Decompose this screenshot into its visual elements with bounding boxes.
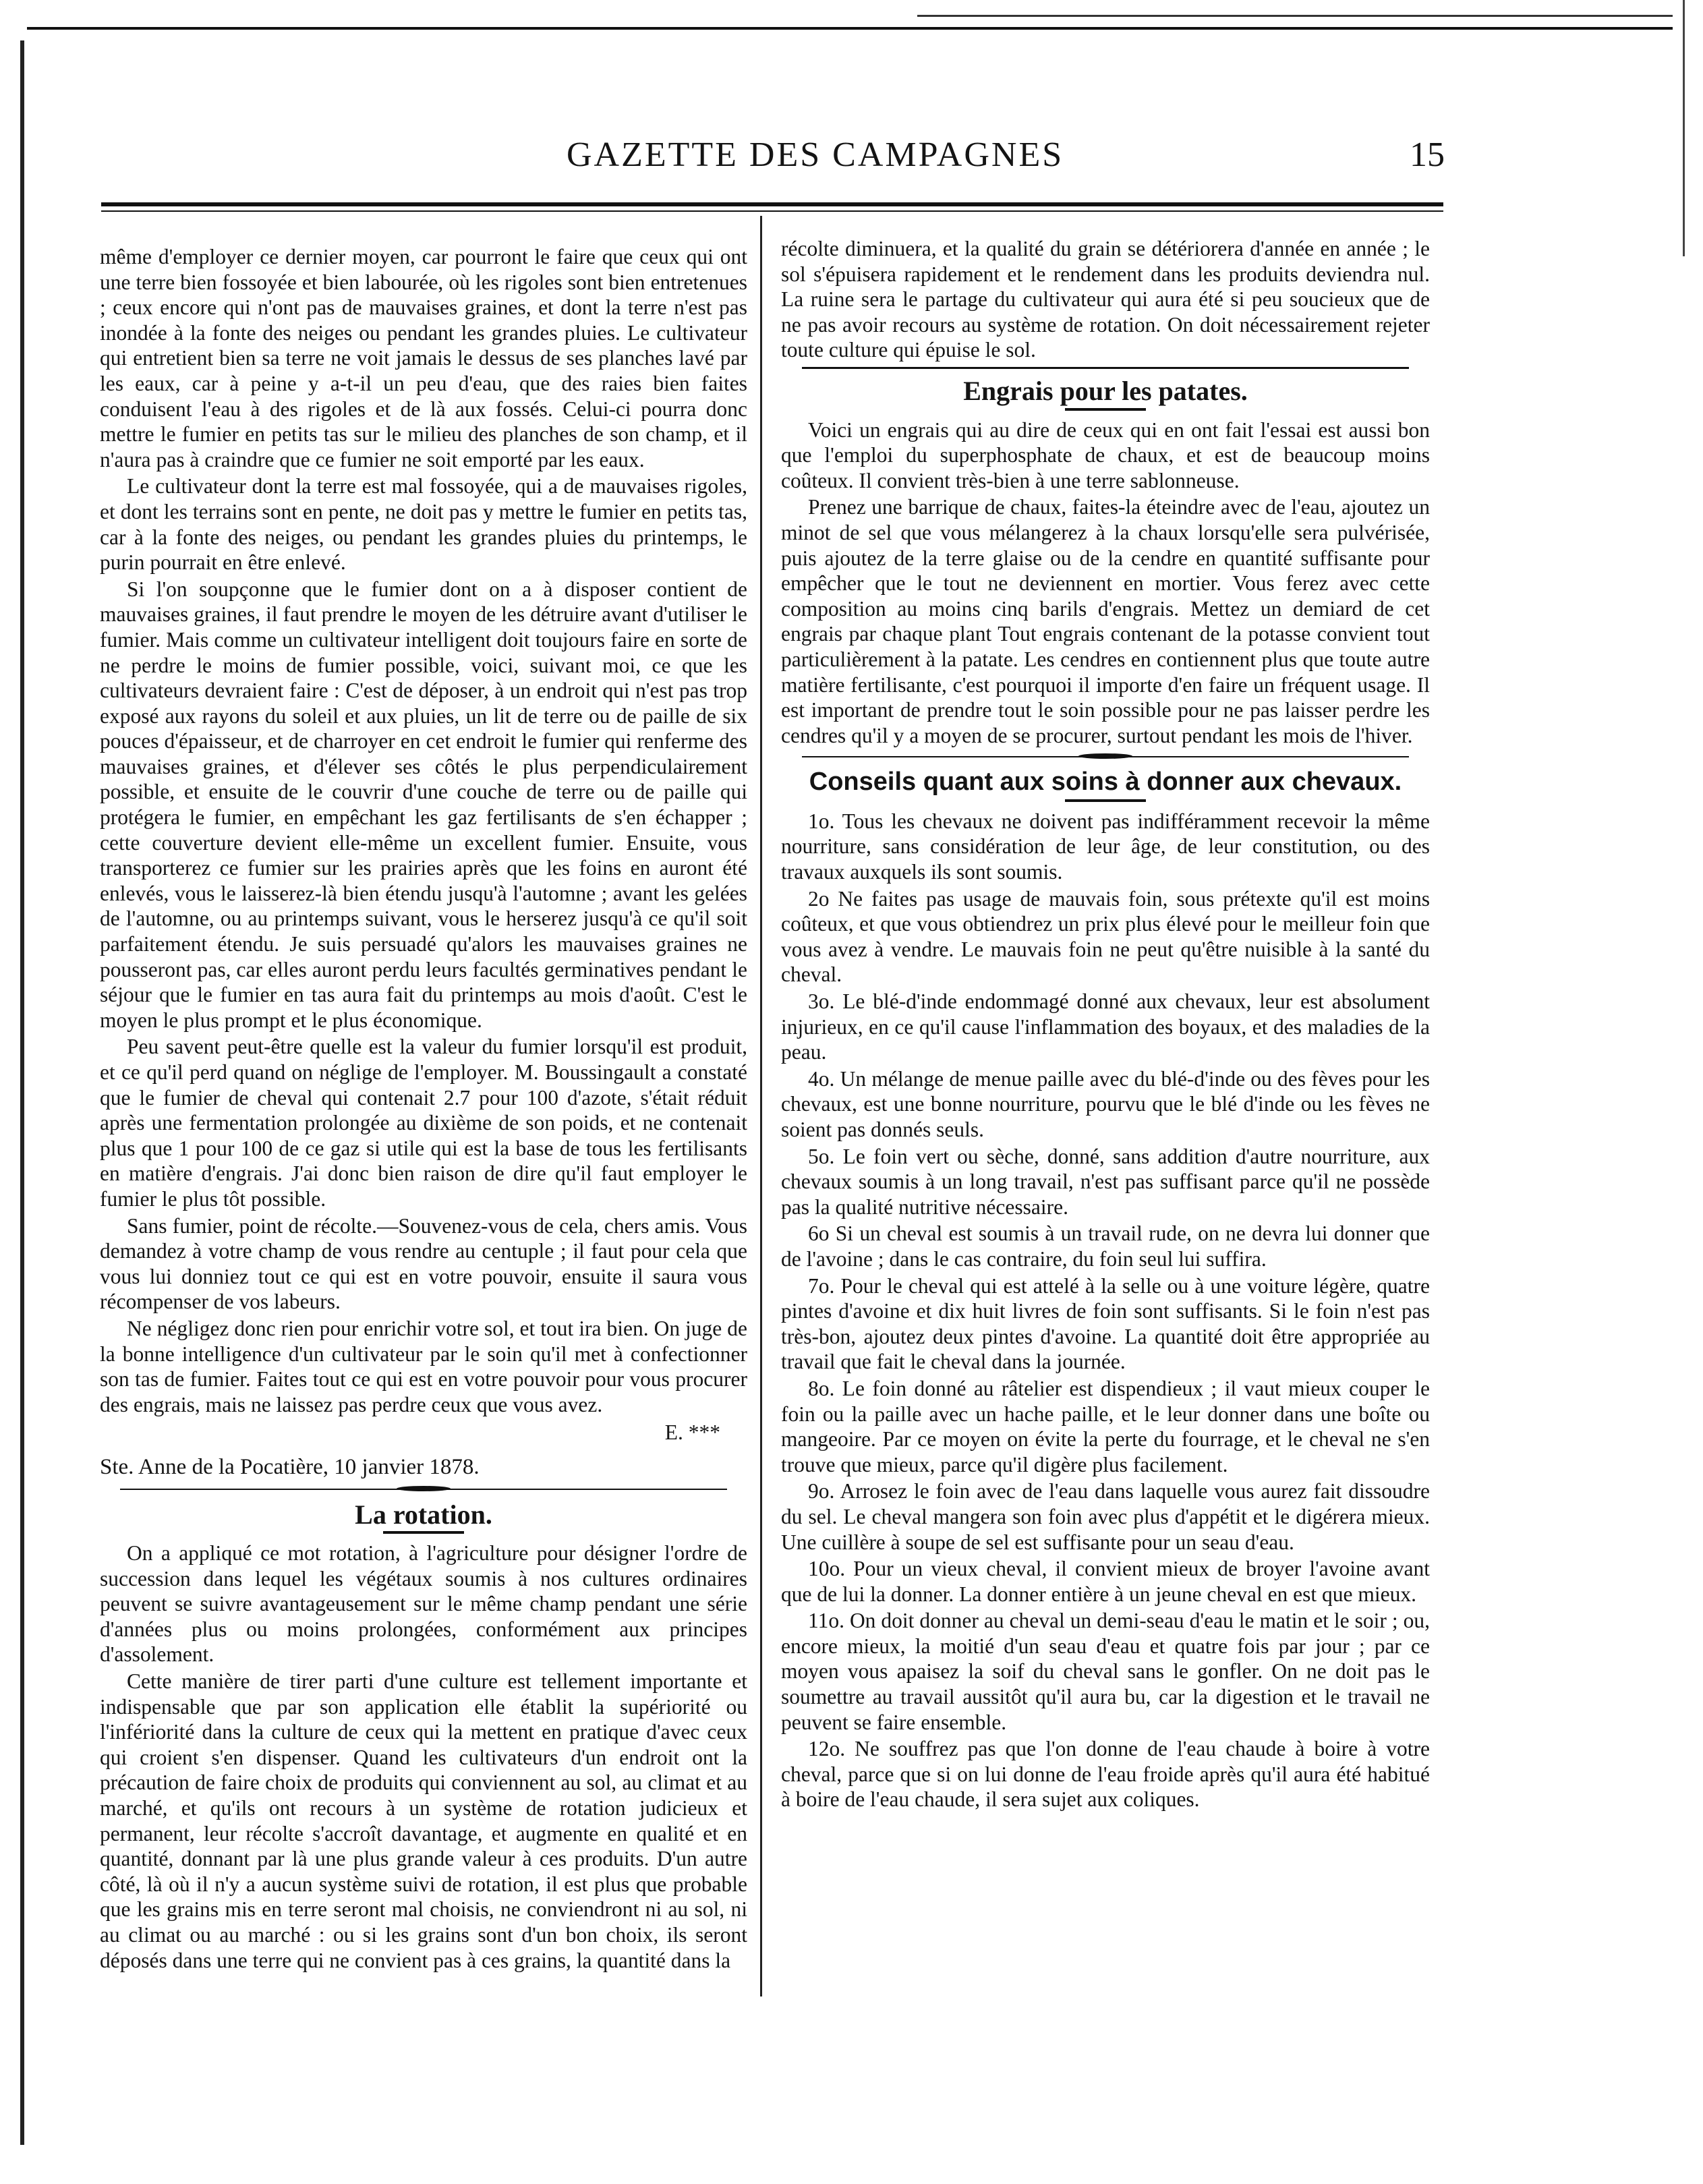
left-column bbox=[100, 244, 747, 1974]
page-number: 15 bbox=[1410, 136, 1445, 174]
section-separator bbox=[383, 1531, 464, 1534]
section-ornament bbox=[802, 753, 1409, 760]
newspaper-title: GAZETTE DES CAMPAGNES bbox=[567, 136, 1064, 174]
section-separator bbox=[1065, 799, 1146, 802]
dateline: Ste. Anne de la Pocatière, 10 janvier 1878. bbox=[100, 1454, 480, 1479]
page-edge-rule bbox=[20, 40, 24, 2145]
list-item: 9o. Arrosez le foin avec de l'eau dans laquelle vous aurez fait dissoudre du sel. Le cheval mangera son foin avec plus d'appétit et le digérera mieux. Une cuillère à soupe de sel est suffisante pour un seau d'eau. bbox=[781, 1479, 1430, 1554]
top-border-rule bbox=[27, 27, 1673, 30]
section-title-conseils: Conseils quant aux soins à donner aux chevaux. bbox=[809, 768, 1402, 797]
list-item: 3o. Le blé-d'inde endommagé donné aux chevaux, leur est absolument injurieux, en ce qu'il cause l'inflammation des boyaux, et des maladies de la peau. bbox=[781, 989, 1430, 1064]
article-paragraph: Voici un engrais qui au dire de ceux qui en ont fait l'essai est aussi bon que l'emploi du superphosphate de chaux, et est de beaucoup moins coûteux. Il convient très-bien à une terre sablonneuse. bbox=[781, 418, 1430, 492]
section-separator bbox=[1065, 408, 1146, 411]
list-item: 6o Si un cheval est soumis à un travail rude, on ne devra lui donner que de l'avoine ; dans le cas contraire, du foin seul lui suffira. bbox=[781, 1222, 1430, 1271]
top-border-rule bbox=[917, 15, 1673, 17]
section-title-engrais: Engrais pour les patates. bbox=[963, 375, 1248, 406]
list-item: 5o. Le foin vert ou sèche, donné, sans addition d'autre nourriture, aux chevaux soumis à un long travail, n'est pas suffisant parce qu'il ne possède pas la qualité nutritive nécessaire. bbox=[781, 1144, 1430, 1219]
article-paragraph: même d'employer ce dernier moyen, car pourront le faire que ceux qui ont une terre bien fossoyée et bien labourée, où les rigoles sont bien entretenues ; ceux encore qui n'ont pas de mauvaises graines, et dont la terre n'est pas inondée à la fonte des neiges ou pendant les grandes pluies. Le cultivateur qui entretient bien sa terre ne voit jamais le dessus de ses planches lavé par les eaux, car à peine y a-t-il un peu d'eau, que des raies bien faites conduisent l'eau à des rigoles et de là aux fossés. Celui-ci pourra donc mettre le fumier en petits tas sur le milieu des planches de son champ, et il n'aura pas à craindre que ce fumier ne soit emporté par les eaux. bbox=[100, 245, 747, 471]
article-paragraph: Prenez une barrique de chaux, faites-la éteindre avec de l'eau, ajoutez un minot de sel que vous mélangerez à la chaux lorsqu'elle sera pulvérisée, puis ajoutez de la terre glaise ou de la cendre en quantité suffisante pour empêcher que le tout ne deviennent en mortier. Vous ferez avec cette composition au moins cinq barils d'engrais. Mettez un demiard de cet engrais par chaque plant Tout engrais contenant de la potasse convient tout particulièrement à la patate. Les cendres en contiennent plus que toute autre matière fertilisante, c'est pourquoi il importe d'en faire un fréquent usage. Il est important de prendre tout le soin possible pour ne pas laisser perdre les cendres qu'il y a moyen de se procurer, surtout pendant les mois de l'hiver. bbox=[781, 495, 1430, 747]
article-paragraph: Ne négligez donc rien pour enrichir votre sol, et tout ira bien. On juge de la bonne intelligence d'un cultivateur par le soin qu'il met à confectionner son tas de fumier. Faites tout ce qui est en votre pouvoir pour vous procurer des engrais, mais ne laissez pas perdre ceux que vous avez. bbox=[100, 1316, 747, 1416]
article-paragraph: Peu savent peut-être quelle est la valeur du fumier lorsqu'il est produit, et ce qu'il perd quand on néglige de l'employer. M. Boussingault a constaté que le fumier de cheval qui contenait 2.7 pour 100 d'azote, s'était réduit après une fermentation prolongée au dixième de son poids, et ne contenait plus que 1 pour 100 de ce gaz si utile qui est la base de tous les fertilisants en matière d'engrais. J'ai donc bien raison de dire qu'il faut employer le fumier le plus tôt possible. bbox=[100, 1035, 747, 1211]
list-item: 7o. Pour le cheval qui est attelé à la selle ou à une voiture légère, quatre pintes d'avoine et dix huit livres de foin sont suffisants. Si le foin n'est pas très-bon, ajoutez deux pintes d'avoine. La quantité doit être appropriée au travail que fait le cheval dans la journée. bbox=[781, 1273, 1430, 1374]
list-item: 11o. On doit donner au cheval un demi-seau d'eau le matin et le soir ; ou, encore mieux, la moitié d'un seau d'eau et quatre fois par jour ; par ce moyen vous apaisez la soif du cheval sans le gonfler. On ne doit pas le soumettre au travail aussitôt qu'il aura bu, car la digestion et le travail ne peuvent se faire ensemble. bbox=[781, 1609, 1430, 1734]
right-column bbox=[781, 236, 1430, 1814]
list-item: 10o. Pour un vieux cheval, il convient mieux de broyer l'avoine avant que de lui la donner. La donner entière à un jeune cheval en est que mieux. bbox=[781, 1557, 1430, 1606]
list-item: 8o. Le foin donné au râtelier est dispendieux ; il vaut mieux couper le foin ou la paille avec un hache paille, et le leur donner dans une boîte ou mangeoire. Par ce moyen on évite la perte du fourrage, et le cheval ne s'en trouve que mieux, parce qu'il digère plus facilement. bbox=[781, 1376, 1430, 1476]
article-paragraph: Sans fumier, point de récolte.—Souvenez-vous de cela, chers amis. Vous demandez à votre champ de vous rendre au centuple ; il faut pour cela que vous lui donniez tout ce qui est en votre pouvoir, ensuite il saura vous récompenser de vos labeurs. bbox=[100, 1213, 747, 1314]
section-separator bbox=[802, 367, 1409, 369]
article-paragraph: Cette manière de tirer parti d'une culture est tellement importante et indispensable que par son application elle établit la supériorité ou l'infériorité dans la culture de ceux qui la mettent en pratique d'avec ceux qui croient s'en dispenser. Quand les cultivateurs d'un endroit ont la précaution de faire choix de produits qui conviennent au sol, au climat et au marché, et qu'ils ont recours à un système de rotation judicieux et permanent, leur récolte s'accroît davantage, et augmente en qualité et en quantité, donnant par là une plus grande valeur à ces produits. D'un autre côté, là où il n'y a aucun système suivi de rotation, il est plus que probable que les grains mis en terre seront mal choisis, ne conviendront ni au sol, ni au climat ou au marché : ou si les grains sont d'un bon choix, ils seront déposés dans une terre qui ne convient pas à ces grains, la quantité dans la bbox=[100, 1669, 747, 1972]
page-header bbox=[94, 135, 1443, 189]
article-paragraph: Si l'on soupçonne que le fumier dont on a à disposer contient de mauvaises graines, il faut prendre le moyen de les détruire avant d'utiliser le fumier. Mais comme un cultivateur intelligent doit toujours faire en sorte de ne perdre le moins de fumier possible, voici, suivant moi, ce que les cultivateurs devraient faire : C'est de déposer, à un endroit qui n'est pas trop exposé aux rayons du soleil et aux pluies, un lit de terre ou de paille de six pouces d'épaisseur, et de charroyer en cet endroit le fumier qui renferme des mauvaises graines, et d'élever ses côtés le plus perpendiculairement possible, et ensuite de le couvrir d'une couche de terre ou de paille qui protégera le fumier, en empêchant les gaz fertilisants de s'en échapper ; cette couverture devient elle-même un excellent fumier. Ensuite, vous transporterez ce fumier sur les prairies après que les foins en auront été enlevés, vous le laisserez-là bien étendu jusqu'à l'automne ; avant les gelées de l'automne, ou au printemps suivant, vous le herserez jusqu'à ce qu'il soit parfaitement étendu. Je suis persuadé qu'alors les mauvaises graines ne pousseront pas, car elles auront perdu leurs facultés germinatives pendant le séjour que le fumier en tas aura fait du printemps au mois d'août. C'est le moyen le plus prompt et le plus économique. bbox=[100, 577, 747, 1032]
list-item: 1o. Tous les chevaux ne doivent pas indifféramment recevoir la même nourriture, sans considération de leur âge, de leur constitution, ou des travaux auxquels ils sont soumis. bbox=[781, 809, 1430, 884]
section-ornament bbox=[120, 1486, 727, 1493]
article-paragraph: On a appliqué ce mot rotation, à l'agriculture pour désigner l'ordre de succession dans lequel les végétaux soumis à nos cultures ordinaires peuvent se suivre avantageusement sur le même champ pendant une série d'années plus ou moins prolongées, conformément aux principes d'assolement. bbox=[100, 1541, 747, 1667]
list-item: 12o. Ne souffrez pas que l'on donne de l'eau chaude à boire à votre cheval, parce que si on lui donne de l'eau froide après qu'il aura été habitué à boire de l'eau chaude, il sera sujet aux coliques. bbox=[781, 1737, 1430, 1812]
header-rule bbox=[101, 210, 1443, 212]
page-edge-rule bbox=[1683, 0, 1685, 256]
header-rule bbox=[101, 202, 1443, 206]
section-title-rotation: La rotation. bbox=[355, 1499, 492, 1530]
author-signature: E. *** bbox=[664, 1420, 720, 1445]
list-item: 2o Ne faites pas usage de mauvais foin, sous prétexte qu'il est moins coûteux, et que vous obtiendrez un prix plus élevé pour le meilleur foin que vous avez à vendre. Le mauvais foin ne peut qu'être nuisible à la santé du cheval. bbox=[781, 886, 1430, 987]
article-paragraph: récolte diminuera, et la qualité du grain se détériorera d'année en année ; le sol s'épuisera rapidement et le rendement dans les produits deviendra nul. La ruine sera le partage du cultivateur qui aura été si peu soucieux que de ne pas avoir recours au système de rotation. On doit nécessairement rejeter toute culture qui épuise le sol. bbox=[781, 237, 1430, 362]
column-divider bbox=[760, 216, 762, 1996]
list-item: 4o. Un mélange de menue paille avec du blé-d'inde ou des fèves pour les chevaux, est une bonne nourriture, pourvu que le blé d'inde ou les fèves ne soient pas donnés seuls. bbox=[781, 1066, 1430, 1141]
article-paragraph: Le cultivateur dont la terre est mal fossoyée, qui a de mauvaises rigoles, et dont les terrains sont en pente, ne doit pas y mettre le fumier en petits tas, car à la fonte des neiges, ou pendant les grandes pluies du printemps, le purin pourrait en être enlevé. bbox=[100, 474, 747, 575]
